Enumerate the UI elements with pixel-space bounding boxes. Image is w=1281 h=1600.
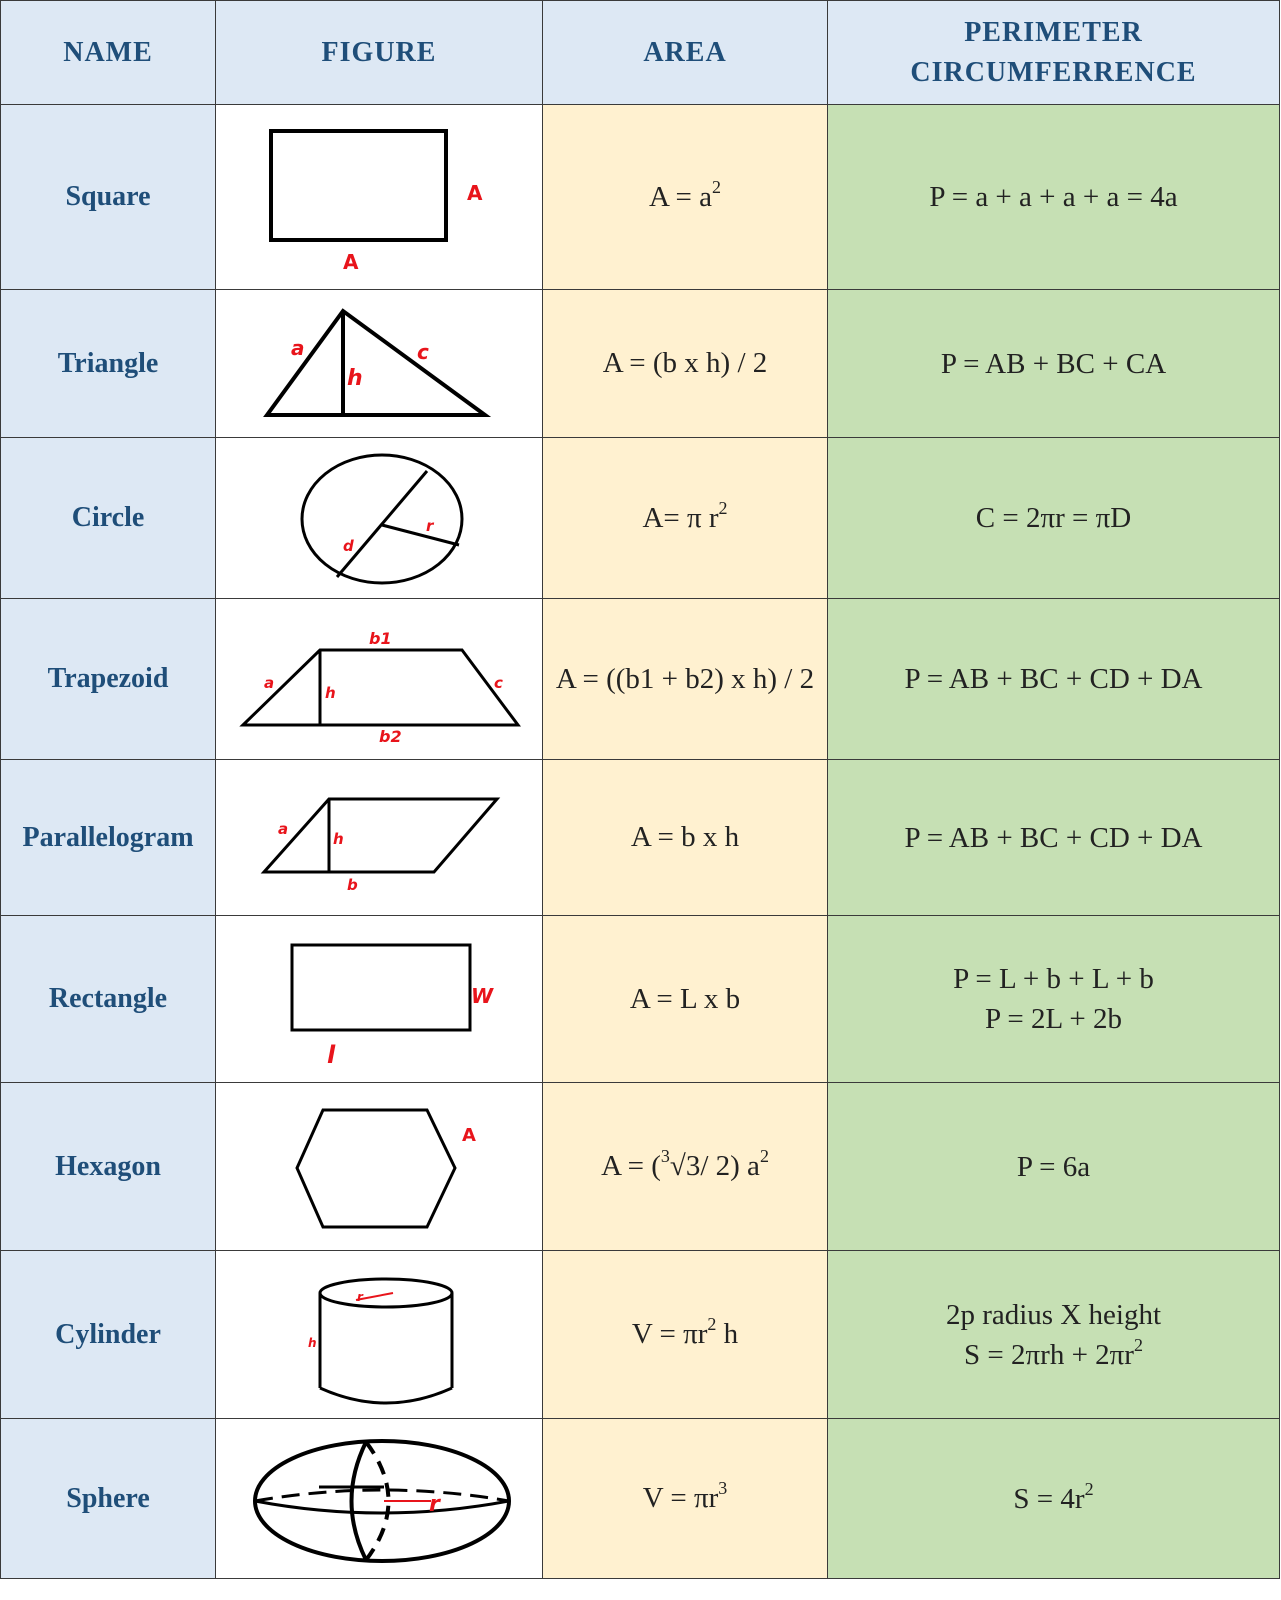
triangle-label-h: h: [347, 366, 363, 391]
square-label-right: A: [467, 181, 483, 205]
header-figure: FIGURE: [216, 1, 543, 105]
square-figure: [219, 107, 539, 287]
cylinder-figure: [219, 1253, 539, 1417]
row-parallelogram: [1, 760, 1280, 916]
figure-circle: [216, 438, 543, 599]
perimeter-formula: P = 6a: [828, 1083, 1280, 1251]
figure-square: [216, 105, 543, 290]
perimeter-formula: P = AB + BC + CD + DA: [828, 599, 1280, 760]
area-formula: $A = a^2$: [543, 105, 828, 290]
header-area: AREA: [543, 1, 828, 105]
perimeter-formula: $S = 4r^2$: [828, 1419, 1280, 1579]
row-trapezoid: [1, 599, 1280, 760]
trapezoid-label-b2: b2: [379, 727, 402, 746]
row-hexagon: [1, 1083, 1280, 1251]
cylinder-label-r: r: [357, 1289, 363, 1304]
perimeter-formula: P = a + a + a + a = 4a: [828, 105, 1280, 290]
shape-name: Sphere: [1, 1419, 216, 1579]
hexagon-figure: [219, 1085, 539, 1249]
perimeter-formula: [828, 916, 1280, 1083]
figure-rectangle: [216, 916, 543, 1083]
circle-figure: [219, 439, 539, 597]
circle-label-r: r: [426, 517, 434, 535]
perimeter-line1: P = L + b + L + b: [953, 963, 1154, 995]
row-triangle: [1, 290, 1280, 438]
shape-name: Hexagon: [1, 1083, 216, 1251]
row-cylinder: [1, 1251, 1280, 1419]
cylinder-label-h: h: [308, 1335, 317, 1350]
area-formula: $V = \pi r^3$: [543, 1419, 828, 1579]
rectangle-figure: [219, 917, 539, 1081]
area-formula: A= π $r^2$: [543, 438, 828, 599]
trapezoid-label-a: a: [264, 674, 275, 692]
trapezoid-figure: [219, 600, 539, 758]
circle-label-d: d: [343, 537, 354, 555]
sphere-figure: [219, 1421, 539, 1577]
header-perimeter-line2: CIRCUMFERRENCE: [910, 56, 1197, 88]
rectangle-label-l: l: [327, 1041, 336, 1069]
figure-hexagon: [216, 1083, 543, 1251]
triangle-figure: [219, 291, 539, 436]
perimeter-line2: P = 2L + 2b: [985, 1003, 1122, 1035]
parallelogram-label-a: a: [278, 819, 289, 838]
header-perimeter-line1: PERIMETER: [964, 16, 1143, 48]
row-sphere: [1, 1419, 1280, 1579]
figure-triangle: [216, 290, 543, 438]
area-formula: A = L x b: [543, 916, 828, 1083]
triangle-label-a: a: [291, 336, 305, 360]
area-formula: A = (b x h) / 2: [543, 290, 828, 438]
row-rectangle: [1, 916, 1280, 1083]
square-label-bottom: A: [343, 250, 359, 274]
header-perimeter: [828, 1, 1280, 105]
shape-name: Cylinder: [1, 1251, 216, 1419]
perimeter-formula: C = 2πr = πD: [828, 438, 1280, 599]
parallelogram-label-h: h: [333, 829, 344, 848]
header-name: NAME: [1, 1, 216, 105]
shape-name: Triangle: [1, 290, 216, 438]
figure-trapezoid: [216, 599, 543, 760]
parallelogram-label-b: b: [347, 875, 358, 894]
shape-name: Rectangle: [1, 916, 216, 1083]
triangle-label-c: c: [417, 340, 429, 364]
figure-cylinder: [216, 1251, 543, 1419]
sphere-label-r: r: [429, 1491, 440, 1517]
hexagon-label-a: A: [462, 1124, 476, 1146]
shape-name: Square: [1, 105, 216, 290]
trapezoid-label-h: h: [325, 684, 336, 702]
shape-name: Circle: [1, 438, 216, 599]
shape-name: Parallelogram: [1, 760, 216, 916]
area-formula: A = ($^3$√3/ 2) $a^2$: [543, 1083, 828, 1251]
perimeter-formula: [828, 1251, 1280, 1419]
parallelogram-figure: [219, 762, 539, 914]
row-circle: [1, 438, 1280, 599]
area-formula: A = b x h: [543, 760, 828, 916]
figure-sphere: [216, 1419, 543, 1579]
area-formula: $V = \pi r^2$ h: [543, 1251, 828, 1419]
perimeter-line1: 2p radius X height: [945, 1298, 1162, 1331]
trapezoid-label-c: c: [494, 674, 503, 692]
perimeter-line2: $S = 2\pi rh + 2\pi r^2$: [964, 1334, 1143, 1371]
rectangle-label-w: W: [471, 984, 494, 1008]
trapezoid-label-b1: b1: [369, 629, 392, 648]
header-row: [1, 1, 1280, 105]
figure-parallelogram: [216, 760, 543, 916]
shape-name: Trapezoid: [1, 599, 216, 760]
area-formula: A = ((b1 + b2) x h) / 2: [543, 599, 828, 760]
row-square: [1, 105, 1280, 290]
perimeter-formula: P = AB + BC + CD + DA: [828, 760, 1280, 916]
perimeter-formula: P = AB + BC + CA: [828, 290, 1280, 438]
